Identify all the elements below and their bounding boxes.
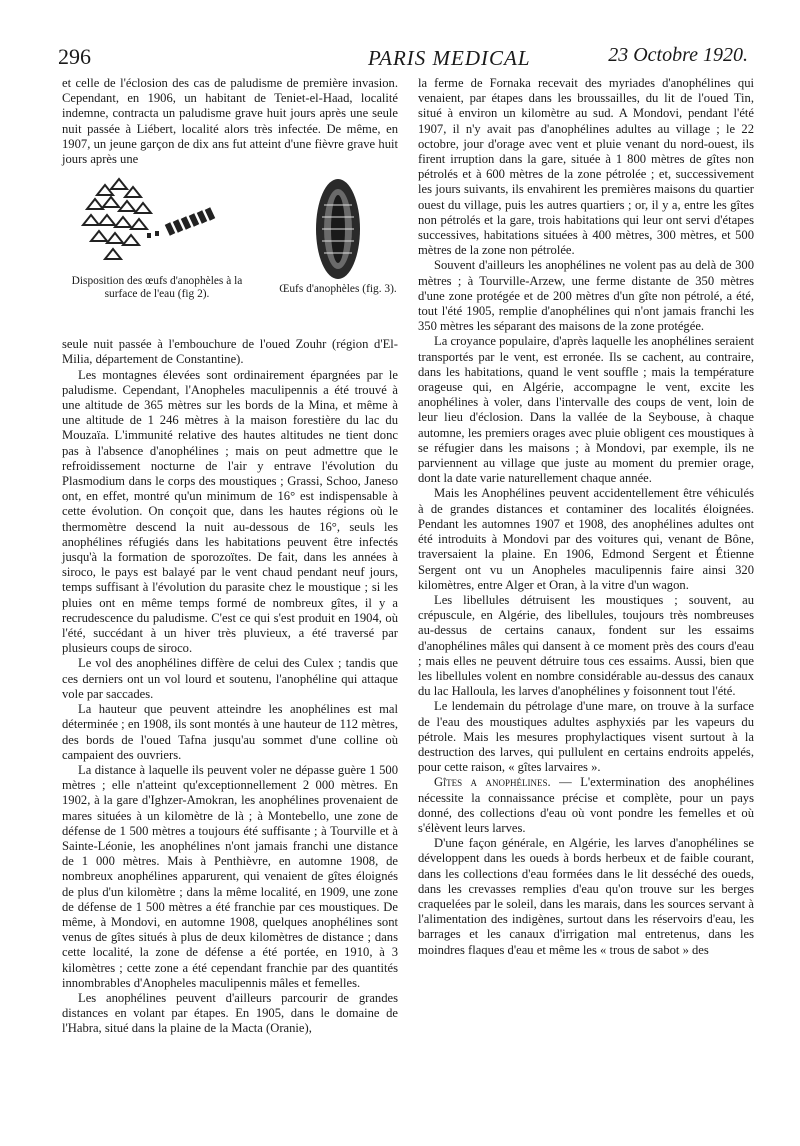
paragraph: D'une façon générale, en Algérie, les larves d'anophélines se développent dans les oueds à bords herbeux et de faible courant, dans les collections d'eau formées dans le lit desséché des oueds, dans les crevasses remplies d'eau qu'on trouve sur les berges craquelées par le soleil, dans les marais, dans les sources servant à l'alimentation des indigènes, surtout dans les réservoirs d'eau, les barrages et les canaux d'irrigation mal entretenus, dans les moindres flaques d'eau et même les « trous de sabot » des bbox=[418, 836, 754, 957]
eggs-surface-illustration bbox=[67, 175, 247, 275]
page-header bbox=[58, 44, 748, 74]
figure-2-caption: Disposition des œufs d'anophèles à la surface de l'eau (fig 2). bbox=[71, 275, 243, 301]
figure-3 bbox=[278, 175, 398, 325]
left-column bbox=[62, 76, 398, 1037]
paragraph: Le vol des anophélines diffère de celui des Culex ; tandis que ces derniers ont un vol lourd et soutenu, l'anophéline qui attaque vole par saccades. bbox=[62, 656, 398, 701]
section-heading: Gîtes a anophélines. bbox=[434, 775, 551, 790]
paragraph: La croyance populaire, d'après laquelle les anophélines seraient transportés par le vent, est erronée. Ils se cachent, au contraire, dans les habitations, quand le vent souffle ; mais la température orageuse qui, en Algérie, accompagne le vent, excite les anophélines à voler, dans l'intervalle des coups de vent, loin de leur lieu d'éclosion. Dans la vallée de la Seybouse, à chaque automne, les premiers orages avec pluie obligent ces moustiques à se réfugier dans les maisons ; à Mondovi, par exemple, ils ne parviennent au village que juste au moment du premier orage, dont la date varie naturellement chaque année. bbox=[418, 334, 754, 486]
paragraph-text: — L'extermination des anophélines nécessite la connaissance précise et complète, pour un pays donné, des collections d'eau où vont pondre les femelles et où s'élèvent leurs larves. bbox=[418, 775, 754, 835]
journal-title: PARIS MEDICAL bbox=[368, 46, 531, 70]
paragraph: Le lendemain du pétrolage d'une mare, on trouve à la surface de l'eau des moustiques adultes asphyxiés par les vapeurs du pétrole. Mais les mesures prophylactiques visent surtout à la destruction des larves, qui pullulent en certains endroits appelés, pour cette raison, « gîtes larvaires ». bbox=[418, 699, 754, 775]
paragraph: La distance à laquelle ils peuvent voler ne dépasse guère 1 500 mètres ; elle n'atteint qu'exceptionnellement 2 000 mètres. En 1902, à la gare d'Ighzer-Amokran, les anophélines provenaient de mares situées à un kilomètre de là ; à Montebello, une zone de défense de 1 500 mètres a toujours été suffisante ; à Tourville et à Sainte-Léonie, les anophélines n'ont jamais franchi une distance de 1 000 mètres. Mais à Penthièvre, en automne 1908, de nombreux anophélines apparurent, qui venaient de gîtes éloignés de plus d'un kilomètre ; dans la même localité, en 1909, une zone de défense de 1 500 mètres a été franchie par ces moustiques. De même, à Mondovi, en automne 1908, quelques anophélines sont venus de gîtes situés à plus de deux kilomètres de distance ; dans cette localité, la zone de défense a été portée, en 1910, à 3 kilomètres ; cette zone a été cependant franchie par des quantités innombrables d'Anopheles maculipennis mâles et femelles. bbox=[62, 762, 398, 990]
paragraph: Souvent d'ailleurs les anophélines ne volent pas au delà de 300 mètres ; à Tourville-Arzew, une ferme distante de 350 mètres d'une zone protégée et de 200 mètres d'un gîte non pétrolé, a été, tout l'été 1905, remplie d'anophélines qui n'ont jamais franchi les 350 mètres les séparant des maisons de la zone protégée. bbox=[418, 258, 754, 334]
paragraph bbox=[418, 775, 754, 836]
right-column bbox=[418, 76, 754, 958]
paragraph: Les montagnes élevées sont ordinairement épargnées par le paludisme. Cependant, l'Anopheles maculipennis a été trouvé à une altitude de 365 mètres sur les bords de la Mina, et même à une altitude de 1 246 mètres à la maison forestière du lac du Mouzaïa. L'immunité relative des hautes altitudes ne tient donc pas à l'absence d'anophélines ; mais on peut admettre que le refroidissement nocturne de l'air y entrave l'évolution du Plasmodium dans le corps des moustiques ; Grassi, Schoo, Janeso ont, en effet, montré qu'un minimum de 16° est indispensable à cette évolution. On conçoit que, dans les hautes régions où le thermomètre descend la nuit au-dessous de 16°, seuls les anophélines réfugiés dans les habitations peuvent être infectés jusqu'à la formation de sporozoïtes. De fait, dans les années à siroco, le pays est balayé par le vent chaud pendant neuf jours, temps suffisant à l'évolution du parasite chez le moustique ; si les pluies ont en même temps formé de nombreux gîtes, il y a recrudescence du paludisme. C'est ce qui s'est produit en 1904, où l'été, succédant à un hiver très pluvieux, a été traversé par plusieurs coups de siroco. bbox=[62, 367, 398, 656]
figures bbox=[62, 175, 398, 331]
figure-2 bbox=[62, 175, 252, 325]
issue-date: 23 Octobre 1920. bbox=[608, 44, 748, 66]
paragraph: Les libellules détruisent les moustiques ; souvent, au crépuscule, en Algérie, des libellules, toujours très nombreuses au-dessus de certains canaux, fondent sur les essaims d'anophélines mâles qui dansent à ce moment près des cours d'eau ; mais elles ne peuvent détruire tous ces essaims. Aussi, bien que les libellules volent en nombre considérable au-dessus des canaux du lac Halloula, les larves d'anophélines y foisonnent tout l'été. bbox=[418, 592, 754, 699]
paragraph: La hauteur que peuvent atteindre les anophélines est mal déterminée ; en 1908, ils sont montés à une hauteur de 112 mètres, des bords de l'oued Tafna jusqu'au sommet d'une colline où campaient des ouvriers. bbox=[62, 702, 398, 762]
page-number: 296 bbox=[58, 44, 91, 69]
paragraph: Mais les Anophélines peuvent accidentellement être véhiculés à de grandes distances et contaminer des localités éloignées. Pendant les automnes 1907 et 1908, des anophélines adultes ont été introduits à Mondovi par des voitures qui, venant de Bône, traversaient la plaine. En 1906, Edmond Sergent et Étienne Sergent ont vu un Anopheles maculipennis faire ainsi 320 kilomètres, entre Alger et Oran, à la vitre d'un wagon. bbox=[418, 486, 754, 592]
figure-3-caption: Œufs d'anophèles (fig. 3). bbox=[279, 283, 397, 296]
paragraph: la ferme de Fornaka recevait des myriades d'anophélines qui venaient, par étapes dans les broussailles, du lit de l'oued Tin, situé à environ un kilomètre au sud. A Mondovi, pendant l'été 1907, il n'y avait pas d'anophélines adultes au village ; le 22 octobre, jour d'orage avec vent et pluie venant du nord-ouest, ils firent irruption dans la gare, située à 1 800 mètres de gîtes non pétrolés et à 600 mètres de la zone pétrolée ; et, successivement les jours suivants, ils envahirent les premières maisons du quartier ouest du village, puis les autres quartiers ; or, il y a, entre les gîtes non pétrolés et la gare, trois habitations qui leur ont servi d'étapes successives, habitations situées à 400 mètres, 300 mètres, et 500 mètres de la zone non pétrolée. bbox=[418, 76, 754, 258]
paragraph: et celle de l'éclosion des cas de paludisme de première invasion. Cependant, en 1906, un habitant de Teniet-el-Haad, localité indemne, contracta un paludisme grave huit jours après une seule nuit passée à Liébert, localité alors très infectée. De même, en 1907, un jeune garçon de dix ans fut atteint d'une fièvre grave huit jours après une bbox=[62, 76, 398, 167]
paragraph: seule nuit passée à l'embouchure de l'oued Zouhr (région d'El-Milia, département de Constantine). bbox=[62, 337, 398, 367]
paragraph: Les anophélines peuvent d'ailleurs parcourir de grandes distances en volant par étapes. En 1905, dans le domaine de l'Habra, situé dans la plaine de la Macta (Oranie), bbox=[62, 990, 398, 1036]
egg-illustration bbox=[308, 175, 368, 283]
